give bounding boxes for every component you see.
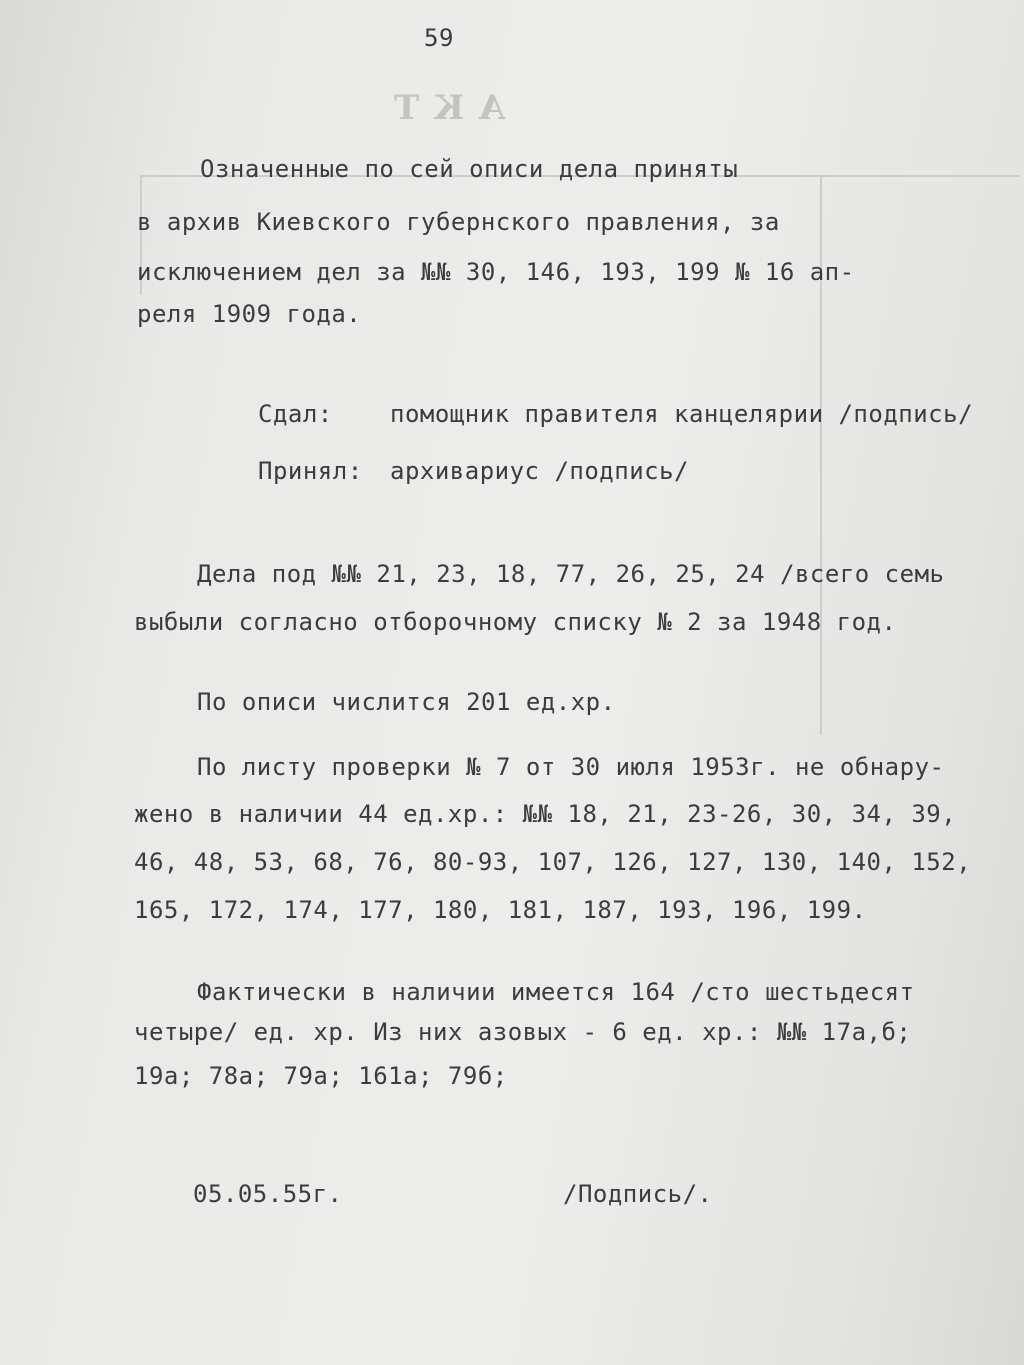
paragraph-5-line-2: четыре/ ед. хр. Из них азовых - 6 ед. хр.: №№ 17а,б;: [134, 1018, 912, 1046]
paragraph-5-line-3: 19а; 78а; 79а; 161а; 79б;: [134, 1062, 508, 1090]
paragraph-4-line-2: жено в наличии 44 ед.хр.: №№ 18, 21, 23-26, 30, 34, 39,: [134, 800, 957, 828]
paragraph-5-line-1: Фактически в наличии имеется 164 /сто шестьдесят: [197, 978, 915, 1006]
prinyal-label: Принял:: [258, 457, 363, 485]
paragraph-1-line-2: в архив Киевского губернского правления, за: [137, 208, 780, 236]
bleed-through-heading: АКТ: [380, 88, 506, 128]
paragraph-2-line-2: выбыли согласно отборочному списку № 2 за 1948 год.: [134, 608, 897, 636]
paragraph-4-line-4: 165, 172, 174, 177, 180, 181, 187, 193, 196, 199.: [134, 896, 867, 924]
sdal-label: Сдал:: [258, 400, 333, 428]
paragraph-1-line-3: исключением дел за №№ 30, 146, 193, 199 № 16 ап-: [137, 258, 855, 286]
page-number: 59: [424, 24, 454, 52]
prinyal-value: архивариус /подпись/: [390, 457, 689, 485]
paragraph-1-line-4: реля 1909 года.: [137, 300, 362, 328]
paragraph-4-line-1: По листу проверки № 7 от 30 июля 1953г. не обнару-: [197, 753, 945, 781]
paragraph-3: По описи числится 201 ед.хр.: [197, 688, 616, 716]
signature-note: /Подпись/.: [563, 1180, 713, 1208]
sdal-value: помощник правителя канцелярии /подпись/: [390, 400, 974, 428]
paragraph-4-line-3: 46, 48, 53, 68, 76, 80-93, 107, 126, 127, 130, 140, 152,: [134, 848, 972, 876]
paragraph-1-line-1: Означенные по сей описи дела приняты: [200, 155, 739, 183]
paragraph-2-line-1: Дела под №№ 21, 23, 18, 77, 26, 25, 24 /всего семь: [197, 560, 945, 588]
document-date: 05.05.55г.: [193, 1180, 343, 1208]
